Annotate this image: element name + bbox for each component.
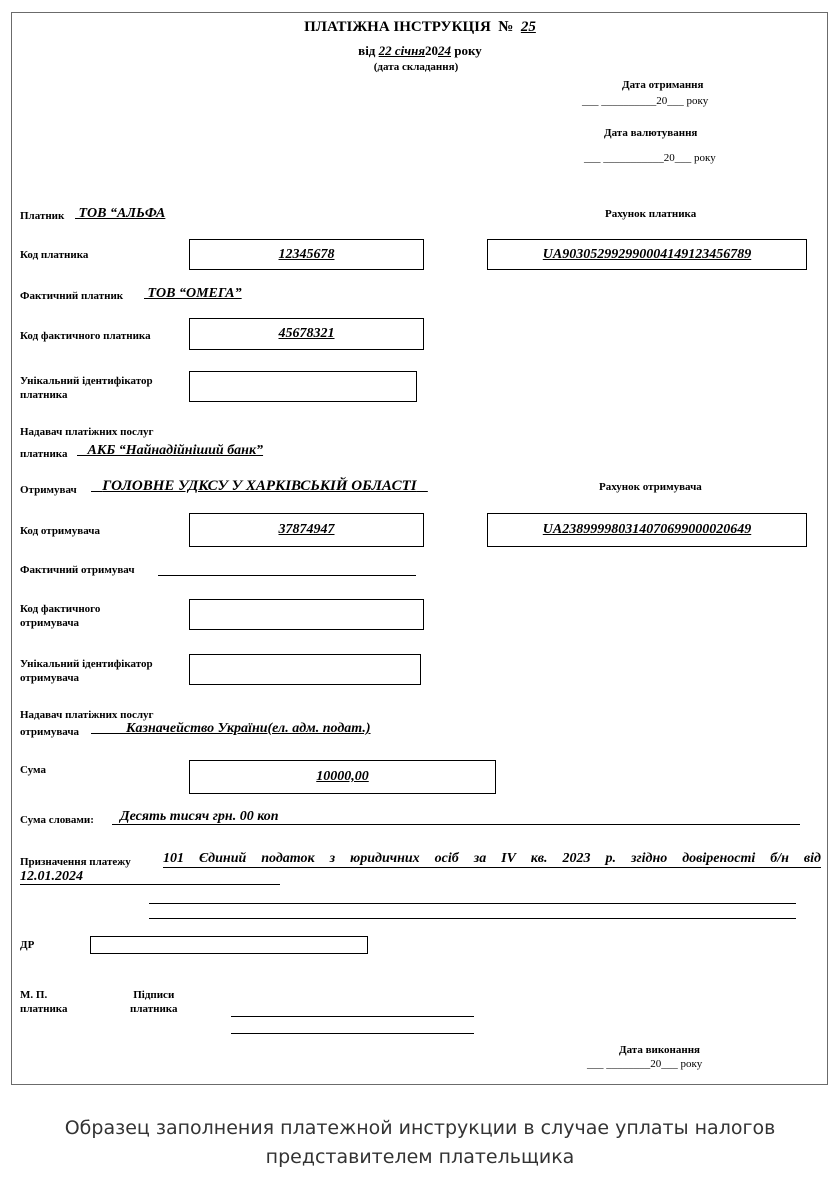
actual-payer-code-box[interactable] — [189, 318, 424, 350]
recipient-provider-value: Казначейство України(ел. адм. подат.) — [126, 721, 371, 736]
amount-label: Сума — [20, 764, 46, 776]
date-day-month: 22 січня — [378, 43, 426, 58]
recipient-uid-box[interactable] — [189, 654, 421, 685]
recipient-code-box[interactable] — [189, 513, 424, 547]
recipient-label: Отримувач — [20, 484, 77, 496]
actual-payer-code-label: Код фактичного платника — [20, 330, 151, 342]
payer-code-value: 12345678 — [278, 246, 335, 262]
document-date — [0, 43, 840, 59]
valuation-date-label: Дата валютування — [604, 127, 698, 139]
recipient-uid-label: Унікальний ідентифікатор отримувача — [20, 658, 153, 684]
recipient-code-label: Код отримувача — [20, 525, 100, 537]
amount-words-label: Сума словами: — [20, 814, 94, 826]
payer-account-value: UA903052992990004149123456789 — [542, 246, 752, 262]
amount-box[interactable] — [189, 760, 496, 794]
payer-value: ТОВ “АЛЬФА — [78, 206, 166, 221]
recipient-account-label: Рахунок отримувача — [599, 481, 702, 493]
actual-recipient-label: Фактичний отримувач — [20, 564, 135, 576]
amount-words-value: Десять тисяч грн. 00 коп — [120, 809, 279, 824]
actual-recipient-code-label: Код фактичного отримувача — [20, 603, 101, 629]
title-text: ПЛАТІЖНА ІНСТРУКЦІЯ — [304, 19, 491, 35]
purpose-extra-line-1[interactable] — [149, 903, 796, 904]
recipient-provider-label-1: Надавач платіжних послуг — [20, 709, 154, 721]
payer-provider-value: АКБ “Найнадійніший банк” — [87, 443, 264, 458]
execution-date-label: Дата виконання — [619, 1044, 701, 1056]
date-prefix: від — [358, 43, 376, 58]
purpose-underline-1 — [163, 867, 821, 868]
caption-line-1: Образец заполнения платежной инструкции в случае уплаты налогов — [64, 1117, 776, 1139]
payer-provider-label-2: платника — [20, 448, 68, 460]
document-title — [0, 19, 840, 36]
payer-code-box[interactable] — [189, 239, 424, 270]
instruction-number: 25 — [520, 19, 536, 35]
date-year-suffix: 24 — [438, 43, 452, 58]
signatures-label: Підписи платника — [130, 989, 178, 1015]
caption-line-2: представителем плательщика — [265, 1146, 575, 1168]
signature-line-1[interactable] — [231, 1016, 474, 1017]
amount-value: 10000,00 — [316, 769, 369, 784]
date-suffix: року — [454, 43, 482, 58]
purpose-line-2: 12.01.2024 — [20, 869, 83, 884]
actual-recipient-line[interactable] — [158, 575, 416, 576]
payer-code-label: Код платника — [20, 249, 89, 261]
date-caption: (дата складання) — [373, 61, 459, 73]
payer-label: Платник — [20, 210, 65, 222]
actual-payer-code-value: 45678321 — [278, 326, 335, 341]
image-caption — [0, 1114, 840, 1172]
signature-line-2[interactable] — [231, 1033, 474, 1034]
valuation-date-line: ___ ___________20___ року — [584, 152, 716, 164]
dr-label: ДР — [20, 939, 35, 951]
date-year-prefix: 20 — [425, 43, 439, 58]
payer-provider-label-1: Надавач платіжних послуг — [20, 426, 154, 438]
payer-account-box[interactable] — [487, 239, 807, 270]
payer-account-label: Рахунок платника — [605, 208, 697, 220]
recipient-provider-label-2: отримувача — [20, 726, 80, 738]
execution-date-line: ___ ________20___ року — [587, 1058, 703, 1070]
actual-payer-label: Фактичний платник — [20, 290, 124, 302]
purpose-extra-line-2[interactable] — [149, 918, 796, 919]
document-frame — [11, 12, 828, 1085]
number-sign: № — [498, 19, 514, 35]
payer-uid-box[interactable] — [189, 371, 417, 402]
stamp-label: М. П. платника — [20, 989, 68, 1015]
actual-recipient-code-box[interactable] — [189, 599, 424, 630]
recipient-account-value: UA238999980314070699000020649 — [542, 522, 752, 537]
received-date-label: Дата отримання — [622, 79, 704, 91]
recipient-code-value: 37874947 — [278, 522, 335, 537]
recipient-value: ГОЛОВНЕ УДКСУ У ХАРКІВСЬКІЙ ОБЛАСТІ — [102, 478, 417, 494]
recipient-account-box[interactable] — [487, 513, 807, 547]
purpose-label: Призначення платежу — [20, 856, 131, 868]
actual-payer-value: ТОВ “ОМЕГА” — [147, 286, 242, 301]
dr-box[interactable] — [90, 936, 368, 954]
purpose-line-1: 101 Єдиний податок з юридичних осіб за IV кв. 2023 р. згідно довіреності б/н від — [163, 851, 821, 866]
payer-uid-label: Унікальний ідентифікатор платника — [20, 375, 153, 401]
received-date-line: ___ __________20___ року — [582, 95, 709, 107]
